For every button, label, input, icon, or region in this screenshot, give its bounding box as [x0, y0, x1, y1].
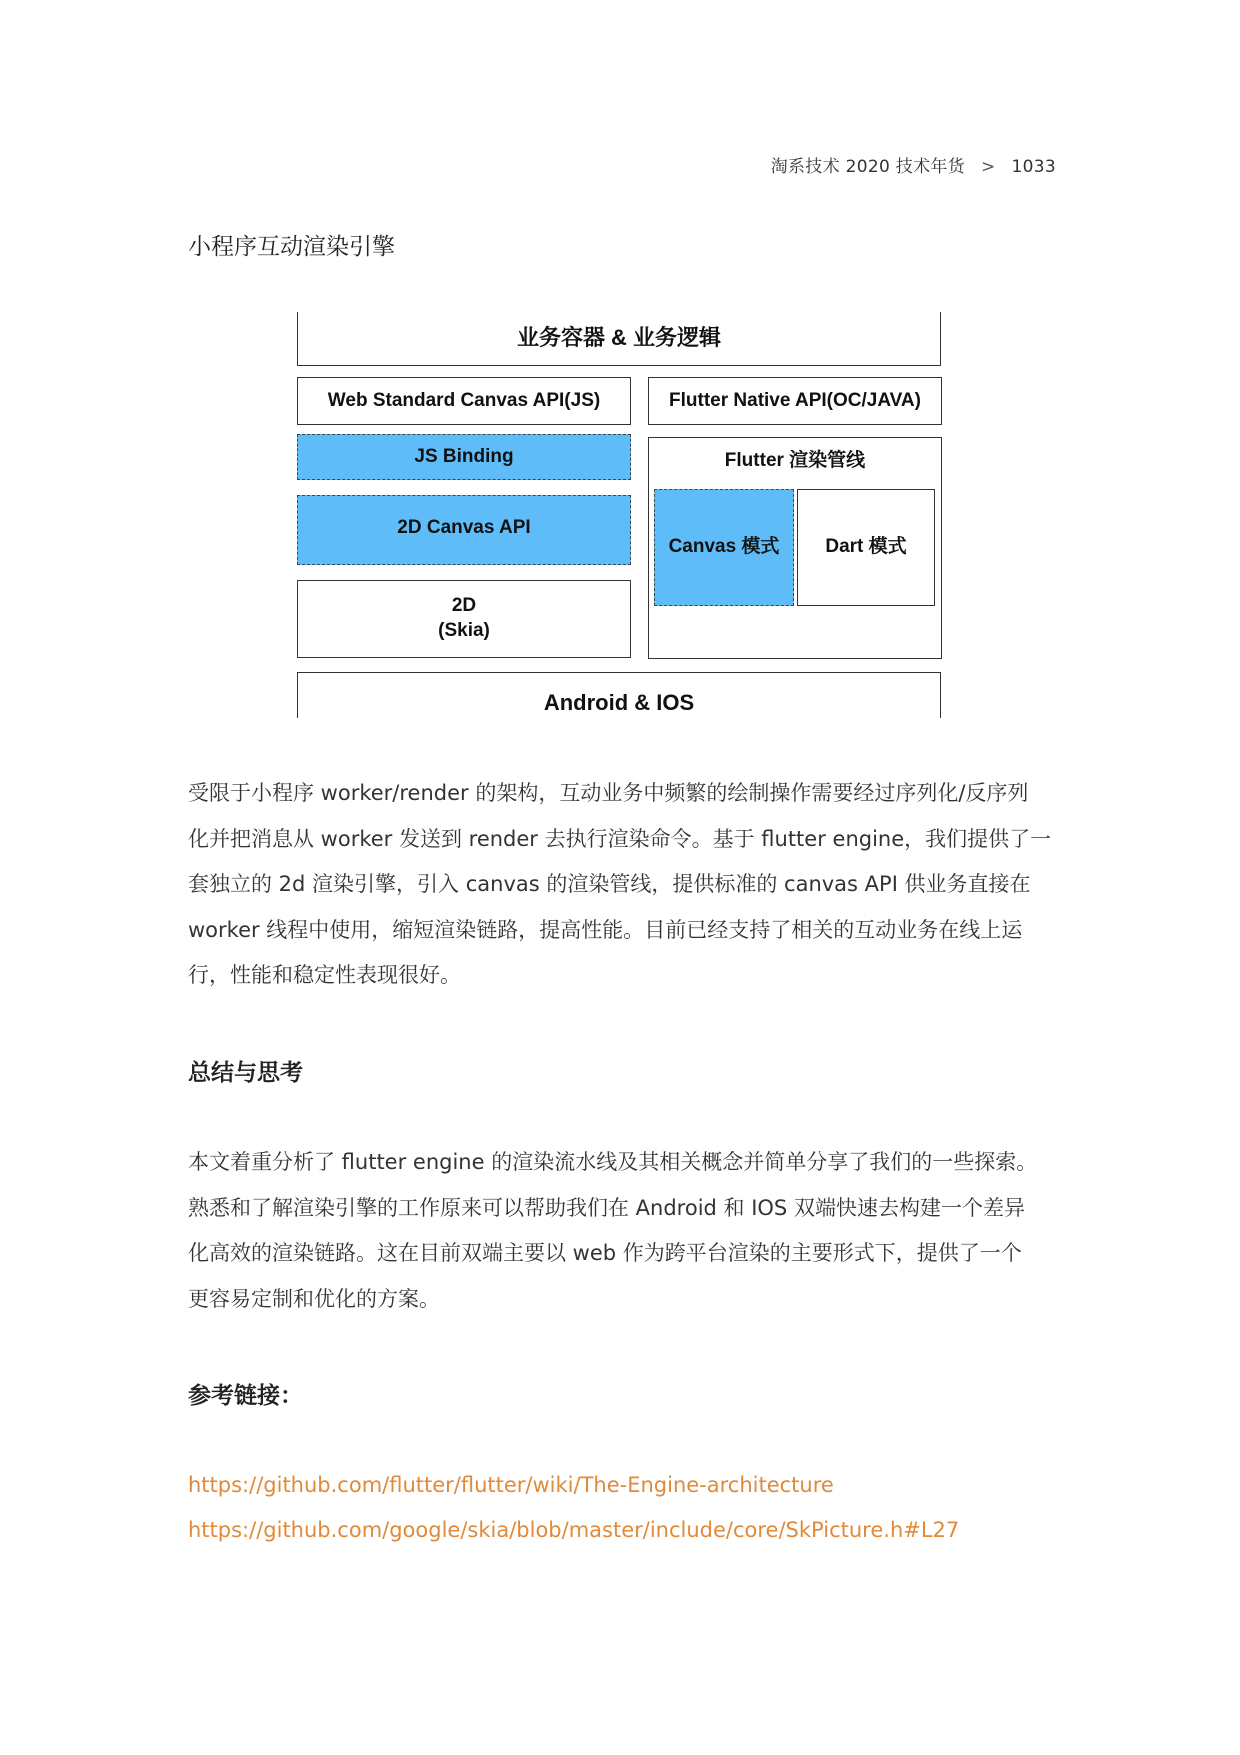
reference-link-skpicture[interactable]: https://github.com/google/skia/blob/master/include/core/SkPicture.h#L27 [188, 1518, 960, 1542]
section-title-render-engine: 小程序互动渲染引擎 [188, 234, 395, 260]
paragraph-summary [188, 1140, 1058, 1322]
diagram-web-api [297, 377, 631, 425]
section-title-references: 参考链接： [188, 1383, 303, 1409]
paragraph-line: 行，性能和稳定性表现很好。 [188, 963, 461, 987]
diagram-dart-mode [797, 489, 935, 606]
paragraph-line: 更容易定制和优化的方案。 [188, 1286, 440, 1311]
paragraph-line: 化并把消息从 worker 发送到 render 去执行渲染命令。基于 flutter engine，我们提供了一 [188, 826, 1052, 851]
diagram-dart-mode-label: Dart 模式 [825, 536, 907, 558]
diagram-flutter-api-label: Flutter Native API(OC/JAVA) [669, 389, 921, 411]
paragraph-line: worker 线程中使用，缩短渲染链路，提高性能。目前已经支持了相关的互动业务在线上运 [188, 917, 1023, 942]
book-title: 淘系技术 2020 技术年货 [770, 157, 965, 177]
paragraph-line: 本文着重分析了 flutter engine 的渲染流水线及其相关概念并简单分享了我们的一些探索。 [188, 1150, 1038, 1174]
diagram-2d-canvas-api [297, 495, 631, 565]
diagram-2d-canvas-api-label: 2D Canvas API [397, 517, 531, 538]
paragraph-line: 熟悉和了解渲染引擎的工作原来可以帮助我们在 Android 和 IOS 双端快速去构建一个差异 [188, 1195, 1025, 1220]
page-header [771, 152, 1056, 177]
diagram-platform [297, 672, 941, 718]
architecture-diagram [292, 312, 952, 718]
diagram-flutter-api [648, 377, 942, 425]
reference-link-engine-architecture[interactable]: https://github.com/flutter/flutter/wiki/The-Engine-architecture [188, 1473, 834, 1497]
diagram-platform-label: Android & IOS [543, 690, 695, 715]
diagram-business-container-label: 业务容器 & 业务逻辑 [516, 325, 722, 351]
diagram-canvas-mode-label: Canvas 模式 [668, 536, 780, 558]
diagram-business-container [297, 312, 941, 366]
section-title-summary: 总结与思考 [188, 1060, 303, 1086]
diagram-js-binding [297, 434, 631, 480]
paragraph-line: 化高效的渲染链路。这在目前双端主要以 web 作为跨平台渲染的主要形式下，提供了一个 [188, 1241, 1022, 1265]
diagram-skia-label-2: (Skia) [438, 620, 490, 641]
diagram-canvas-mode [654, 489, 794, 606]
diagram-skia [297, 580, 631, 658]
diagram-js-binding-label: JS Binding [414, 445, 514, 467]
header-separator: > [980, 157, 996, 177]
diagram-flutter-pipeline-label: Flutter 渲染管线 [724, 450, 866, 471]
diagram-skia-label-1: 2D [451, 595, 477, 617]
paragraph-line: 套独立的 2d 渲染引擎，引入 canvas 的渲染管线，提供标准的 canvas API 供业务直接在 [188, 872, 1031, 896]
paragraph-render-engine [188, 771, 1058, 999]
page-number: 1033 [1011, 157, 1056, 177]
paragraph-line: 受限于小程序 worker/render 的架构，互动业务中频繁的绘制操作需要经过序列化/反序列 [188, 781, 1029, 805]
diagram-web-api-label: Web Standard Canvas API(JS) [327, 389, 601, 411]
